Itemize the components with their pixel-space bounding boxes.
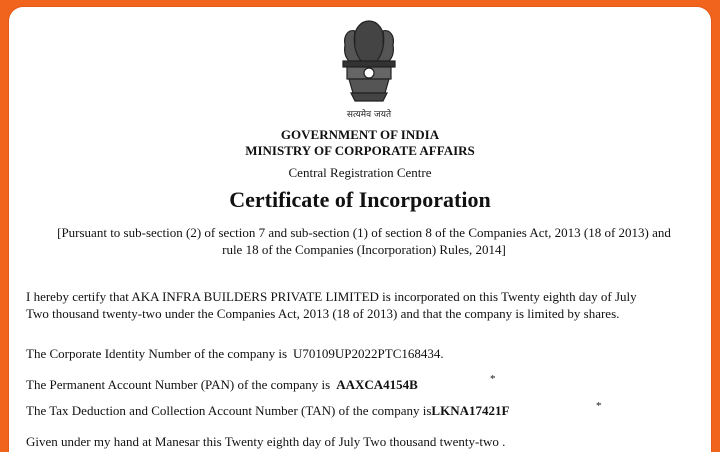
- tan-asterisk: *: [596, 400, 602, 412]
- given-statement: Given under my hand at Manesar this Twenty eighth day of July Two thousand twenty-two .: [26, 434, 506, 449]
- certify-line-2: Two thousand twenty-two under the Companies Act, 2013 (18 of 2013) and that the company is limited by shares.: [26, 306, 620, 321]
- ministry-heading: MINISTRY OF CORPORATE AFFAIRS: [245, 143, 475, 158]
- tan-statement: [26, 403, 509, 419]
- emblem-motto: सत्यमेव जयते: [346, 110, 392, 120]
- pursuant-line-2: rule 18 of the Companies (Incorporation) Rules, 2014]: [222, 242, 506, 257]
- certificate-title: Certificate of Incorporation: [229, 187, 491, 212]
- pursuant-clause: [23, 224, 705, 258]
- pan-value: AAXCA4154B: [336, 377, 418, 392]
- pan-label: The Permanent Account Number (PAN) of the company is: [26, 377, 331, 392]
- certificate-document: [9, 7, 711, 452]
- cin-statement: [26, 346, 444, 362]
- government-heading: GOVERNMENT OF INDIA: [280, 127, 440, 142]
- tan-label: The Tax Deduction and Collection Account Number (TAN) of the company is: [26, 403, 432, 418]
- tan-value: LKNA17421F: [431, 403, 510, 418]
- pursuant-line-1: [Pursuant to sub-section (2) of section 7 and sub-section (1) of section 8 of the Companies Act, 2013 (18 of 2013) and: [57, 225, 671, 240]
- certify-line-1: I hereby certify that AKA INFRA BUILDERS PRIVATE LIMITED is incorporated on this Twenty eighth day of July: [26, 289, 637, 304]
- cin-value: U70109UP2022PTC168434.: [293, 346, 444, 361]
- pan-statement: [26, 377, 418, 393]
- pan-asterisk: *: [490, 373, 496, 385]
- cin-label: The Corporate Identity Number of the company is: [26, 346, 288, 361]
- registration-centre: Central Registration Centre: [288, 165, 432, 180]
